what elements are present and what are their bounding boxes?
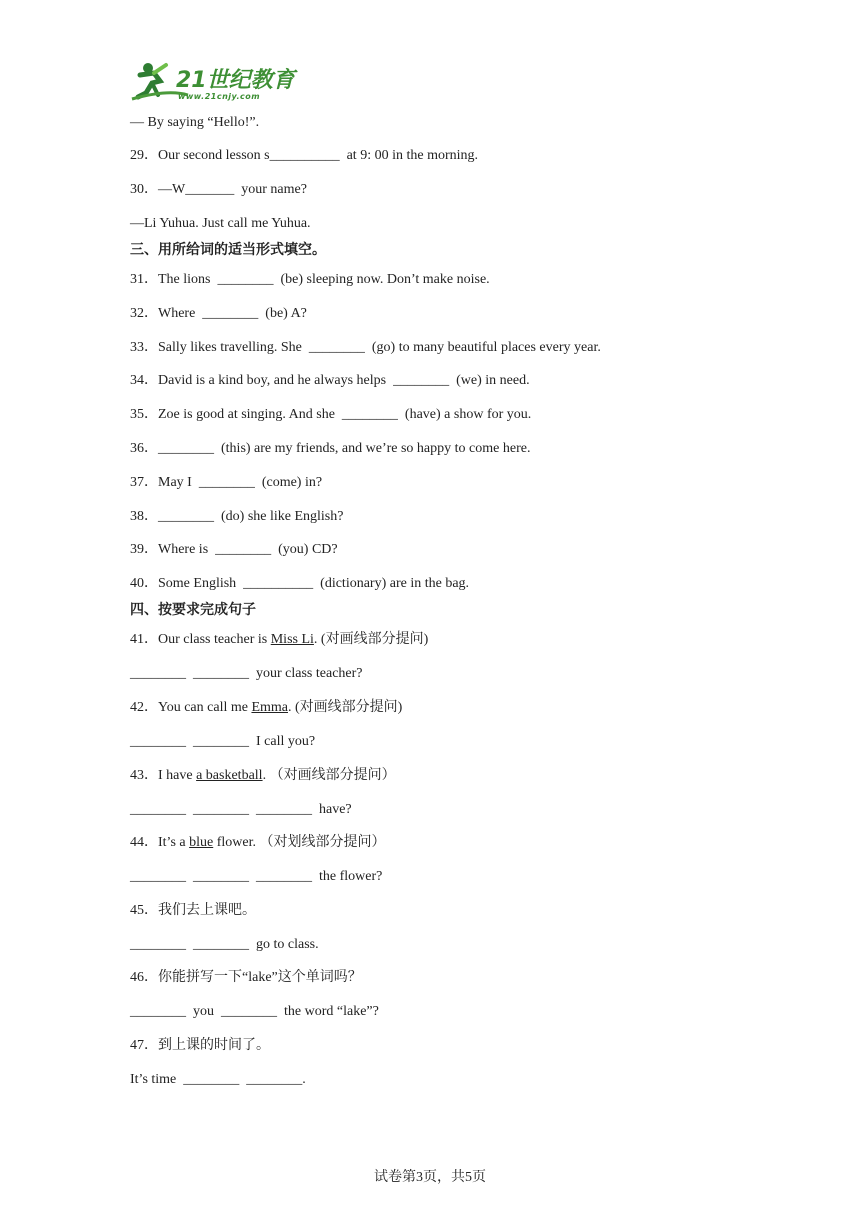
question-45: 45．我们去上课吧。 — [130, 903, 256, 918]
answer-blank-41: ________ ________ your class teacher? — [130, 666, 363, 681]
question-41-prefix: 41．Our class teacher is — [130, 632, 271, 647]
question-47: 47．到上课的时间了。 — [130, 1038, 270, 1053]
question-39: 39．Where is ________ (you) CD? — [130, 542, 338, 557]
answer-blank-46: ________ you ________ the word “lake”? — [130, 1004, 379, 1019]
answer-blank-45: ________ ________ go to class. — [130, 937, 319, 952]
site-logo — [128, 55, 298, 105]
answer-blank-47: It’s time ________ ________. — [130, 1072, 306, 1087]
section-heading-3: 三、用所给词的适当形式填空。 — [130, 242, 326, 258]
logo-graphic — [128, 55, 298, 105]
question-34: 34．David is a kind boy, and he always helps ________ (we) in need. — [130, 373, 530, 388]
question-42-suffix: . (对画线部分提问) — [288, 700, 403, 715]
question-46: 46．你能拼写一下“lake”这个单词吗？ — [130, 970, 362, 985]
question-40: 40．Some English __________ (dictionary) are in the bag. — [130, 576, 470, 591]
question-33: 33．Sally likes travelling. She ________ (go) to many beautiful places every year. — [130, 340, 601, 355]
underlined-phrase: a basketball — [196, 768, 263, 783]
underlined-phrase: Emma — [251, 700, 288, 715]
question-32: 32．Where ________ (be) A? — [130, 306, 307, 321]
question-29: 29．Our second lesson s__________ at 9: 00 in the morning. — [130, 148, 479, 163]
answer-blank-43: ________ ________ ________ have? — [130, 802, 352, 817]
section-heading-4: 四、按要求完成句子 — [130, 602, 256, 618]
question-30-response: —Li Yuhua. Just call me Yuhua. — [130, 216, 311, 231]
question-44 — [130, 834, 385, 852]
underlined-phrase: blue — [189, 835, 214, 850]
question-42 — [130, 699, 402, 717]
question-36: 36．________ (this) are my friends, and we’re so happy to come here. — [130, 441, 531, 456]
question-30: 30．—W_______ your name? — [130, 182, 307, 197]
question-43 — [130, 767, 396, 785]
question-37: 37．May I ________ (come) in? — [130, 475, 323, 490]
svg-text:www.21cnjy.com: www.21cnjy.com — [178, 92, 261, 101]
page-footer: 试卷第3页，共5页 — [374, 1170, 486, 1185]
answer-line: — By saying “Hello!”. — [130, 115, 260, 130]
question-31: 31．The lions ________ (be) sleeping now. Don’t make noise. — [130, 272, 490, 287]
underlined-phrase: Miss Li — [270, 632, 314, 647]
question-43-prefix: 43．I have — [130, 768, 197, 783]
question-44-prefix: 44．It’s a — [130, 835, 190, 850]
question-41-suffix: . (对画线部分提问) — [313, 632, 429, 647]
answer-blank-42: ________ ________ I call you? — [130, 734, 316, 749]
question-41 — [130, 631, 428, 649]
question-42-prefix: 42．You can call me — [130, 700, 252, 715]
question-43-suffix: . （对画线部分提问） — [262, 768, 396, 783]
svg-text:21世纪教育: 21世纪教育 — [176, 68, 295, 93]
answer-blank-44: ________ ________ ________ the flower? — [130, 869, 383, 884]
question-35: 35．Zoe is good at singing. And she ________ (have) a show for you. — [130, 407, 532, 422]
question-44-suffix: flower. （对划线部分提问） — [213, 835, 386, 850]
question-38: 38．________ (do) she like English? — [130, 509, 344, 524]
